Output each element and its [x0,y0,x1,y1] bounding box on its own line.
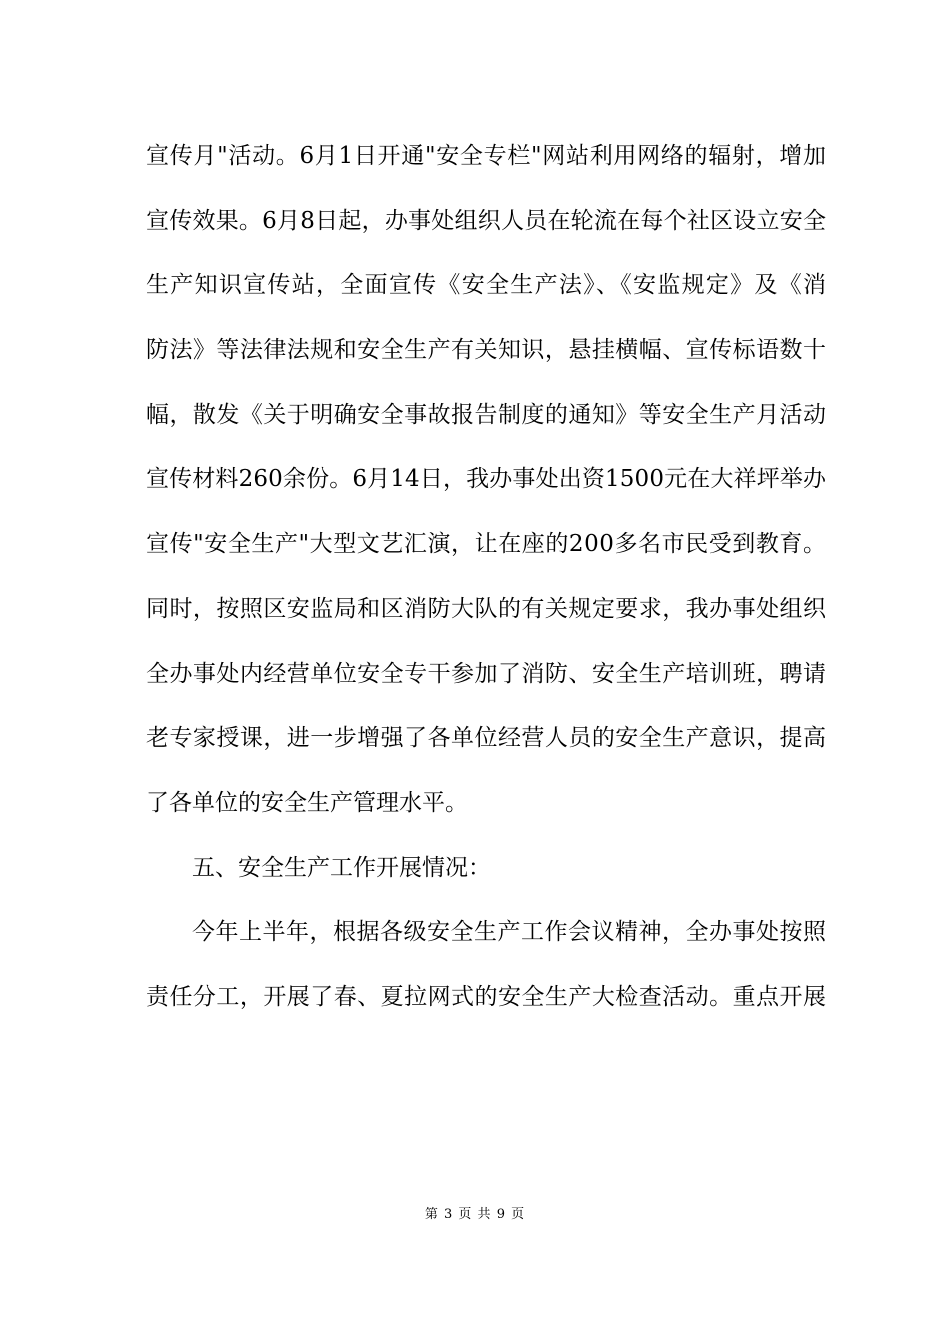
text-line-13: 今年上半年，根据各级安全生产工作会议精神，全办事处按照 [192,919,827,946]
text-line-5: 幅，散发《关于明确安全事故报告制度的通知》等安全生产月活动 [146,401,827,428]
body-text [146,134,826,1040]
text-line-10: 老专家授课，进一步增强了各单位经营人员的安全生产意识，提高 [146,725,827,752]
text-line-14: 责任分工，开展了春、夏拉网式的安全生产大检查活动。重点开展 [146,983,827,1010]
text-line-9: 全办事处内经营单位安全专干参加了消防、安全生产培训班，聘请 [146,660,827,687]
text-line-3: 生产知识宣传站，全面宣传《安全生产法》、《安监规定》及《消 [146,272,828,299]
text-line-6: 宣传材料260余份。6月14日，我办事处出资1500元在大祥坪举办 [146,466,827,493]
text-line-7: 宣传"安全生产"大型文艺汇演，让在座的200多名市民受到教育。 [146,531,827,558]
text-line-1: 宣传月"活动。6月1日开通"安全专栏"网站利用网络的辐射，增加 [146,143,827,169]
page-footer: 第 3 页 共 9 页 [424,1207,526,1222]
text-line-4: 防法》等法律法规和安全生产有关知识，悬挂横幅、宣传标语数十 [146,337,827,364]
section-heading: 五、安全生产工作开展情况： [192,854,491,881]
text-line-11: 了各单位的安全生产管理水平。 [146,789,468,816]
text-line-8: 同时，按照区安监局和区消防大队的有关规定要求，我办事处组织 [146,595,827,622]
text-line-2: 宣传效果。6月8日起，办事处组织人员在轮流在每个社区设立安全 [146,207,827,234]
